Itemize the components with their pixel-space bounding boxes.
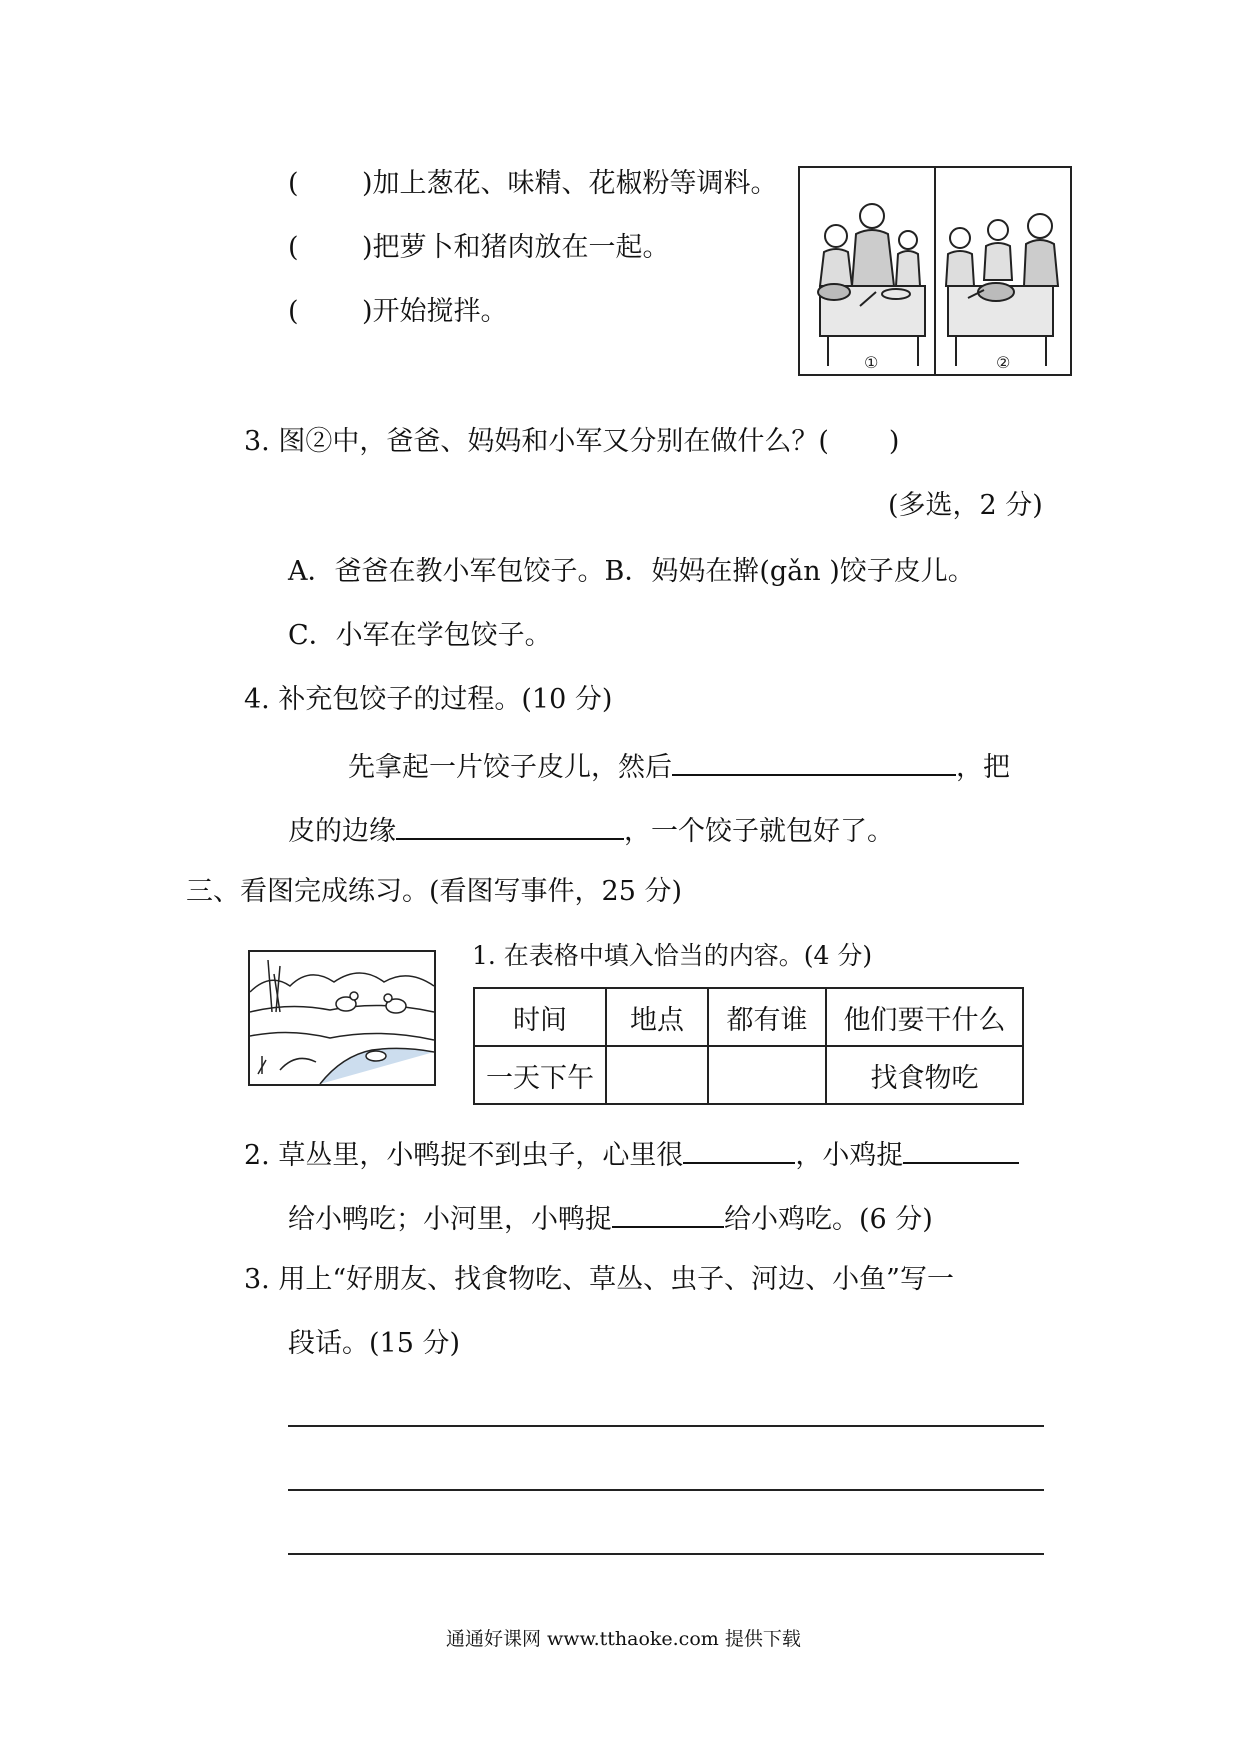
section-3-q3-line-2: 段话。(15 分) xyxy=(288,1328,461,1359)
duck-chick-illustration xyxy=(248,950,436,1086)
q4-line-2: 皮的边缘 ，一个饺子就包好了。 xyxy=(288,810,894,850)
q3-score: (多选，2 分) xyxy=(888,490,1043,521)
q4-prompt: 4. 补充包饺子的过程。(10 分) xyxy=(244,684,613,715)
panel-label-2: ② xyxy=(996,353,1011,372)
dumpling-family-illustration xyxy=(798,166,1072,376)
q3-options-ab xyxy=(288,554,975,590)
table-header-row xyxy=(474,988,1023,1046)
table-header: 时间 xyxy=(474,988,606,1046)
table-header: 地点 xyxy=(606,988,708,1046)
q4-blank-1[interactable] xyxy=(672,746,956,776)
section-3-q2-line-2: 给小鸭吃；小河里，小鸭捉 给小鸡吃。(6 分) xyxy=(288,1198,933,1238)
q2-blank-1[interactable] xyxy=(683,1134,795,1164)
writing-line-2[interactable] xyxy=(288,1489,1044,1491)
table-header: 他们要干什么 xyxy=(826,988,1023,1046)
q3-prompt: 3. 图②中，爸爸、妈妈和小军又分别在做什么？( ) xyxy=(244,426,900,457)
q3-option-c: C．小军在学包饺子。 xyxy=(288,620,552,651)
table-cell-blank[interactable] xyxy=(606,1046,708,1104)
section-3-title: 三、看图完成练习。(看图写事件，25 分) xyxy=(186,876,683,907)
writing-line-3[interactable] xyxy=(288,1553,1044,1555)
q4-blank-2[interactable] xyxy=(396,810,624,840)
q3-option-a: A．爸爸在教小军包饺子。 xyxy=(288,556,605,587)
order-item-2: ( )把萝卜和猪肉放在一起。 xyxy=(288,232,670,263)
table-cell-blank[interactable] xyxy=(708,1046,826,1104)
duck-chick-drawing xyxy=(250,952,434,1084)
table-cell: 一天下午 xyxy=(474,1046,606,1104)
q3-option-b: B．妈妈在擀(gǎn )饺子皮儿。 xyxy=(604,556,975,587)
q2-blank-2[interactable] xyxy=(903,1134,1019,1164)
section-3-q1: 1. 在表格中填入恰当的内容。(4 分) xyxy=(472,941,873,970)
table-header: 都有谁 xyxy=(708,988,826,1046)
q2-blank-3[interactable] xyxy=(612,1198,724,1228)
table-row xyxy=(474,1046,1023,1104)
writing-line-1[interactable] xyxy=(288,1425,1044,1427)
section-3-q3-line-1: 3. 用上“好朋友、找食物吃、草丛、虫子、河边、小鱼”写一 xyxy=(244,1264,954,1295)
info-table xyxy=(473,987,1024,1105)
section-3-q2-line-1: 2. 草丛里，小鸭捉不到虫子，心里很 ，小鸡捉 xyxy=(244,1134,1019,1174)
order-item-1: ( )加上葱花、味精、花椒粉等调料。 xyxy=(288,168,778,199)
dumpling-family-drawing xyxy=(800,168,1070,374)
panel-label-1: ① xyxy=(864,353,879,372)
table-cell: 找食物吃 xyxy=(826,1046,1023,1104)
q4-line-1: 先拿起一片饺子皮儿，然后 ，把 xyxy=(348,746,1010,786)
order-item-3: ( )开始搅拌。 xyxy=(288,296,508,327)
footer-text: 通通好课网 www.tthaoke.com 提供下载 xyxy=(446,1628,801,1650)
